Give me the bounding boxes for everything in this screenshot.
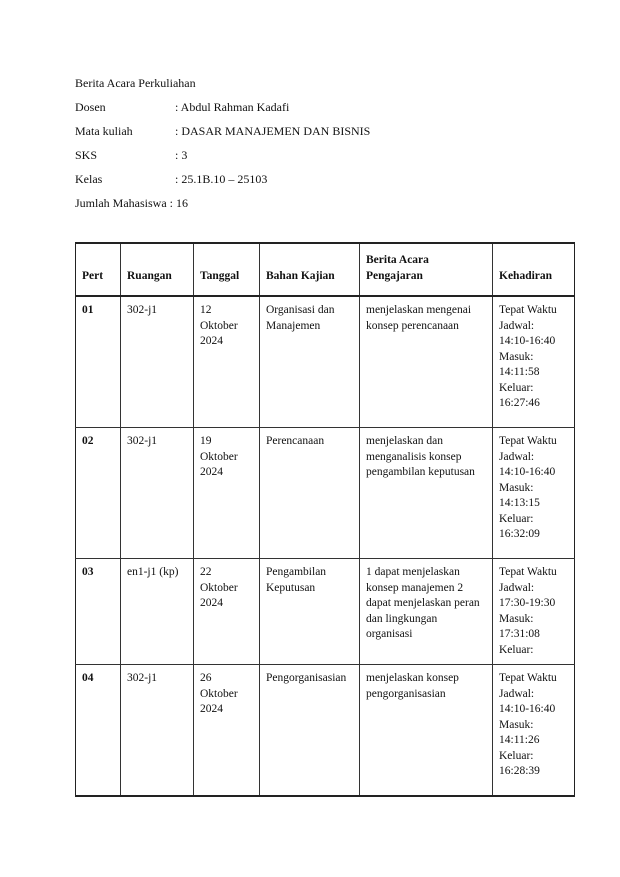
table-row	[76, 559, 575, 665]
field-mata-kuliah	[75, 122, 575, 146]
field-label: Dosen	[75, 100, 106, 114]
field-value: : Abdul Rahman Kadafi	[175, 100, 290, 114]
table-header-row	[76, 243, 575, 296]
document-header	[75, 74, 575, 218]
cell-kehadiran: Tepat Waktu Jadwal: 14:10-16:40 Masuk: 14:11:26 Keluar: 16:28:39	[493, 665, 575, 797]
cell-pert: 03	[76, 559, 121, 665]
field-label: Kelas	[75, 172, 103, 186]
column-header-pert: Pert	[76, 243, 121, 296]
cell-kehadiran: Tepat Waktu Jadwal: 17:30-19:30 Masuk: 17:31:08 Keluar:	[493, 559, 575, 665]
cell-kehadiran: Tepat Waktu Jadwal: 14:10-16:40 Masuk: 14:13:15 Keluar: 16:32:09	[493, 428, 575, 559]
cell-kehadiran: Tepat Waktu Jadwal: 14:10-16:40 Masuk: 14:11:58 Keluar: 16:27:46	[493, 296, 575, 428]
cell-bahan-kajian: Perencanaan	[260, 428, 360, 559]
field-label: Mata kuliah	[75, 124, 133, 138]
cell-pert: 01	[76, 296, 121, 428]
cell-berita-acara: 1 dapat menjelaskan konsep manajemen 2 dapat menjelaskan peran dan lingkungan organisasi	[360, 559, 493, 665]
cell-berita-acara: menjelaskan konsep pengorganisasian	[360, 665, 493, 797]
document-title: Berita Acara Perkuliahan	[75, 76, 196, 90]
table-row	[76, 296, 575, 428]
column-header-ruangan: Ruangan	[121, 243, 194, 296]
cell-ruangan: 302-j1	[121, 428, 194, 559]
cell-tanggal: 26 Oktober 2024	[194, 665, 260, 797]
column-header-bahan-kajian: Bahan Kajian	[260, 243, 360, 296]
cell-bahan-kajian: Organisasi dan Manajemen	[260, 296, 360, 428]
cell-ruangan: 302-j1	[121, 665, 194, 797]
field-value: : DASAR MANAJEMEN DAN BISNIS	[175, 124, 371, 138]
field-kelas	[75, 170, 575, 194]
field-value: : 3	[175, 148, 188, 162]
cell-berita-acara: menjelaskan dan menganalisis konsep pengambilan keputusan	[360, 428, 493, 559]
cell-tanggal: 19 Oktober 2024	[194, 428, 260, 559]
cell-bahan-kajian: Pengambilan Keputusan	[260, 559, 360, 665]
cell-pert: 02	[76, 428, 121, 559]
cell-ruangan: 302-j1	[121, 296, 194, 428]
table-row	[76, 665, 575, 797]
field-label: SKS	[75, 148, 98, 162]
table-row	[76, 428, 575, 559]
cell-berita-acara: menjelaskan mengenai konsep perencanaan	[360, 296, 493, 428]
attendance-table	[75, 242, 575, 797]
field-label: Jumlah Mahasiswa	[75, 196, 167, 210]
cell-pert: 04	[76, 665, 121, 797]
field-dosen	[75, 98, 575, 122]
field-value: : 25.1B.10 – 25103	[175, 172, 268, 186]
column-header-berita-acara: Berita Acara Pengajaran	[360, 243, 493, 296]
cell-tanggal: 12 Oktober 2024	[194, 296, 260, 428]
field-value: : 16	[169, 196, 188, 210]
column-header-kehadiran: Kehadiran	[493, 243, 575, 296]
cell-bahan-kajian: Pengorganisasian	[260, 665, 360, 797]
field-jumlah-mahasiswa	[75, 194, 575, 218]
column-header-tanggal: Tanggal	[194, 243, 260, 296]
field-sks	[75, 146, 575, 170]
cell-ruangan: en1-j1 (kp)	[121, 559, 194, 665]
cell-tanggal: 22 Oktober 2024	[194, 559, 260, 665]
